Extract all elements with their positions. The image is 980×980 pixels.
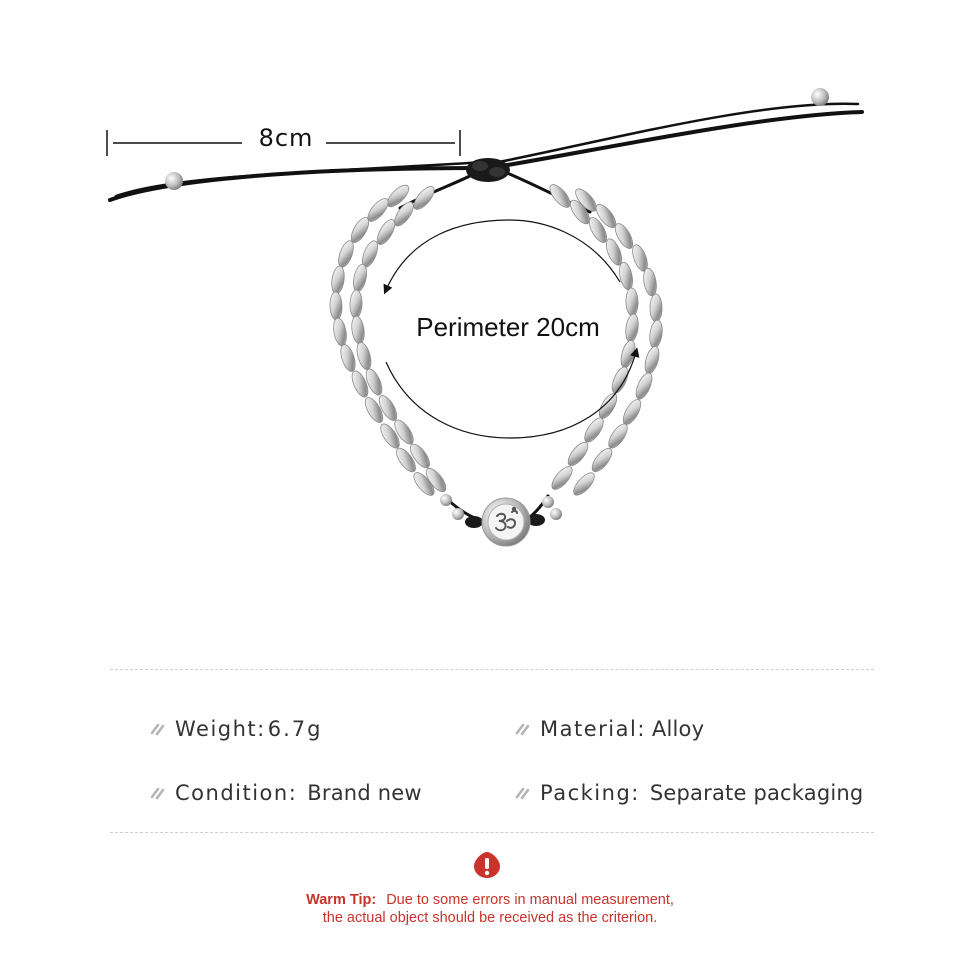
spec-packing-value: Separate packaging (649, 781, 864, 805)
spec-material-key: Material: (540, 717, 646, 741)
width-label: 8cm (258, 124, 314, 152)
spec-condition-value: Brand new (307, 781, 422, 805)
spacer-bead-left-2 (452, 508, 464, 520)
end-bead-left (165, 172, 183, 190)
warm-tip-text-2: the actual object should be received as the criterion. (322, 910, 658, 926)
double-slash-icon (515, 722, 533, 736)
spec-material (515, 717, 704, 741)
spec-weight-key: Weight: (175, 717, 266, 741)
warm-tip-text-1: Due to some errors in manual measurement, (386, 892, 674, 908)
exclamation-warning-icon (472, 850, 502, 880)
om-charm (482, 498, 530, 546)
cord (110, 104, 862, 212)
warm-tip (200, 891, 780, 927)
slip-knot (466, 158, 510, 182)
double-slash-icon (150, 786, 168, 800)
spec-material-value: Alloy (651, 717, 705, 741)
perimeter-label: Perimeter 20cm (416, 312, 600, 342)
perimeter-arc-top (386, 220, 620, 290)
end-bead-right (811, 88, 829, 106)
spec-packing-key: Packing: (540, 781, 640, 805)
double-slash-icon (515, 786, 533, 800)
spacer-bead-left-1 (440, 494, 452, 506)
spec-weight-value: 6.7g (267, 717, 323, 741)
spec-condition-key: Condition: (175, 781, 298, 805)
spec-condition (150, 781, 422, 805)
warm-tip-title: Warm Tip: (306, 892, 377, 908)
double-slash-icon (150, 722, 168, 736)
spec-packing (515, 781, 863, 805)
warm-tip-line-1 (200, 891, 780, 909)
divider-bottom (110, 832, 874, 833)
spacer-bead-right-1 (542, 496, 554, 508)
divider-top (110, 669, 874, 670)
spacer-bead-right-2 (550, 508, 562, 520)
spec-weight (150, 717, 322, 741)
